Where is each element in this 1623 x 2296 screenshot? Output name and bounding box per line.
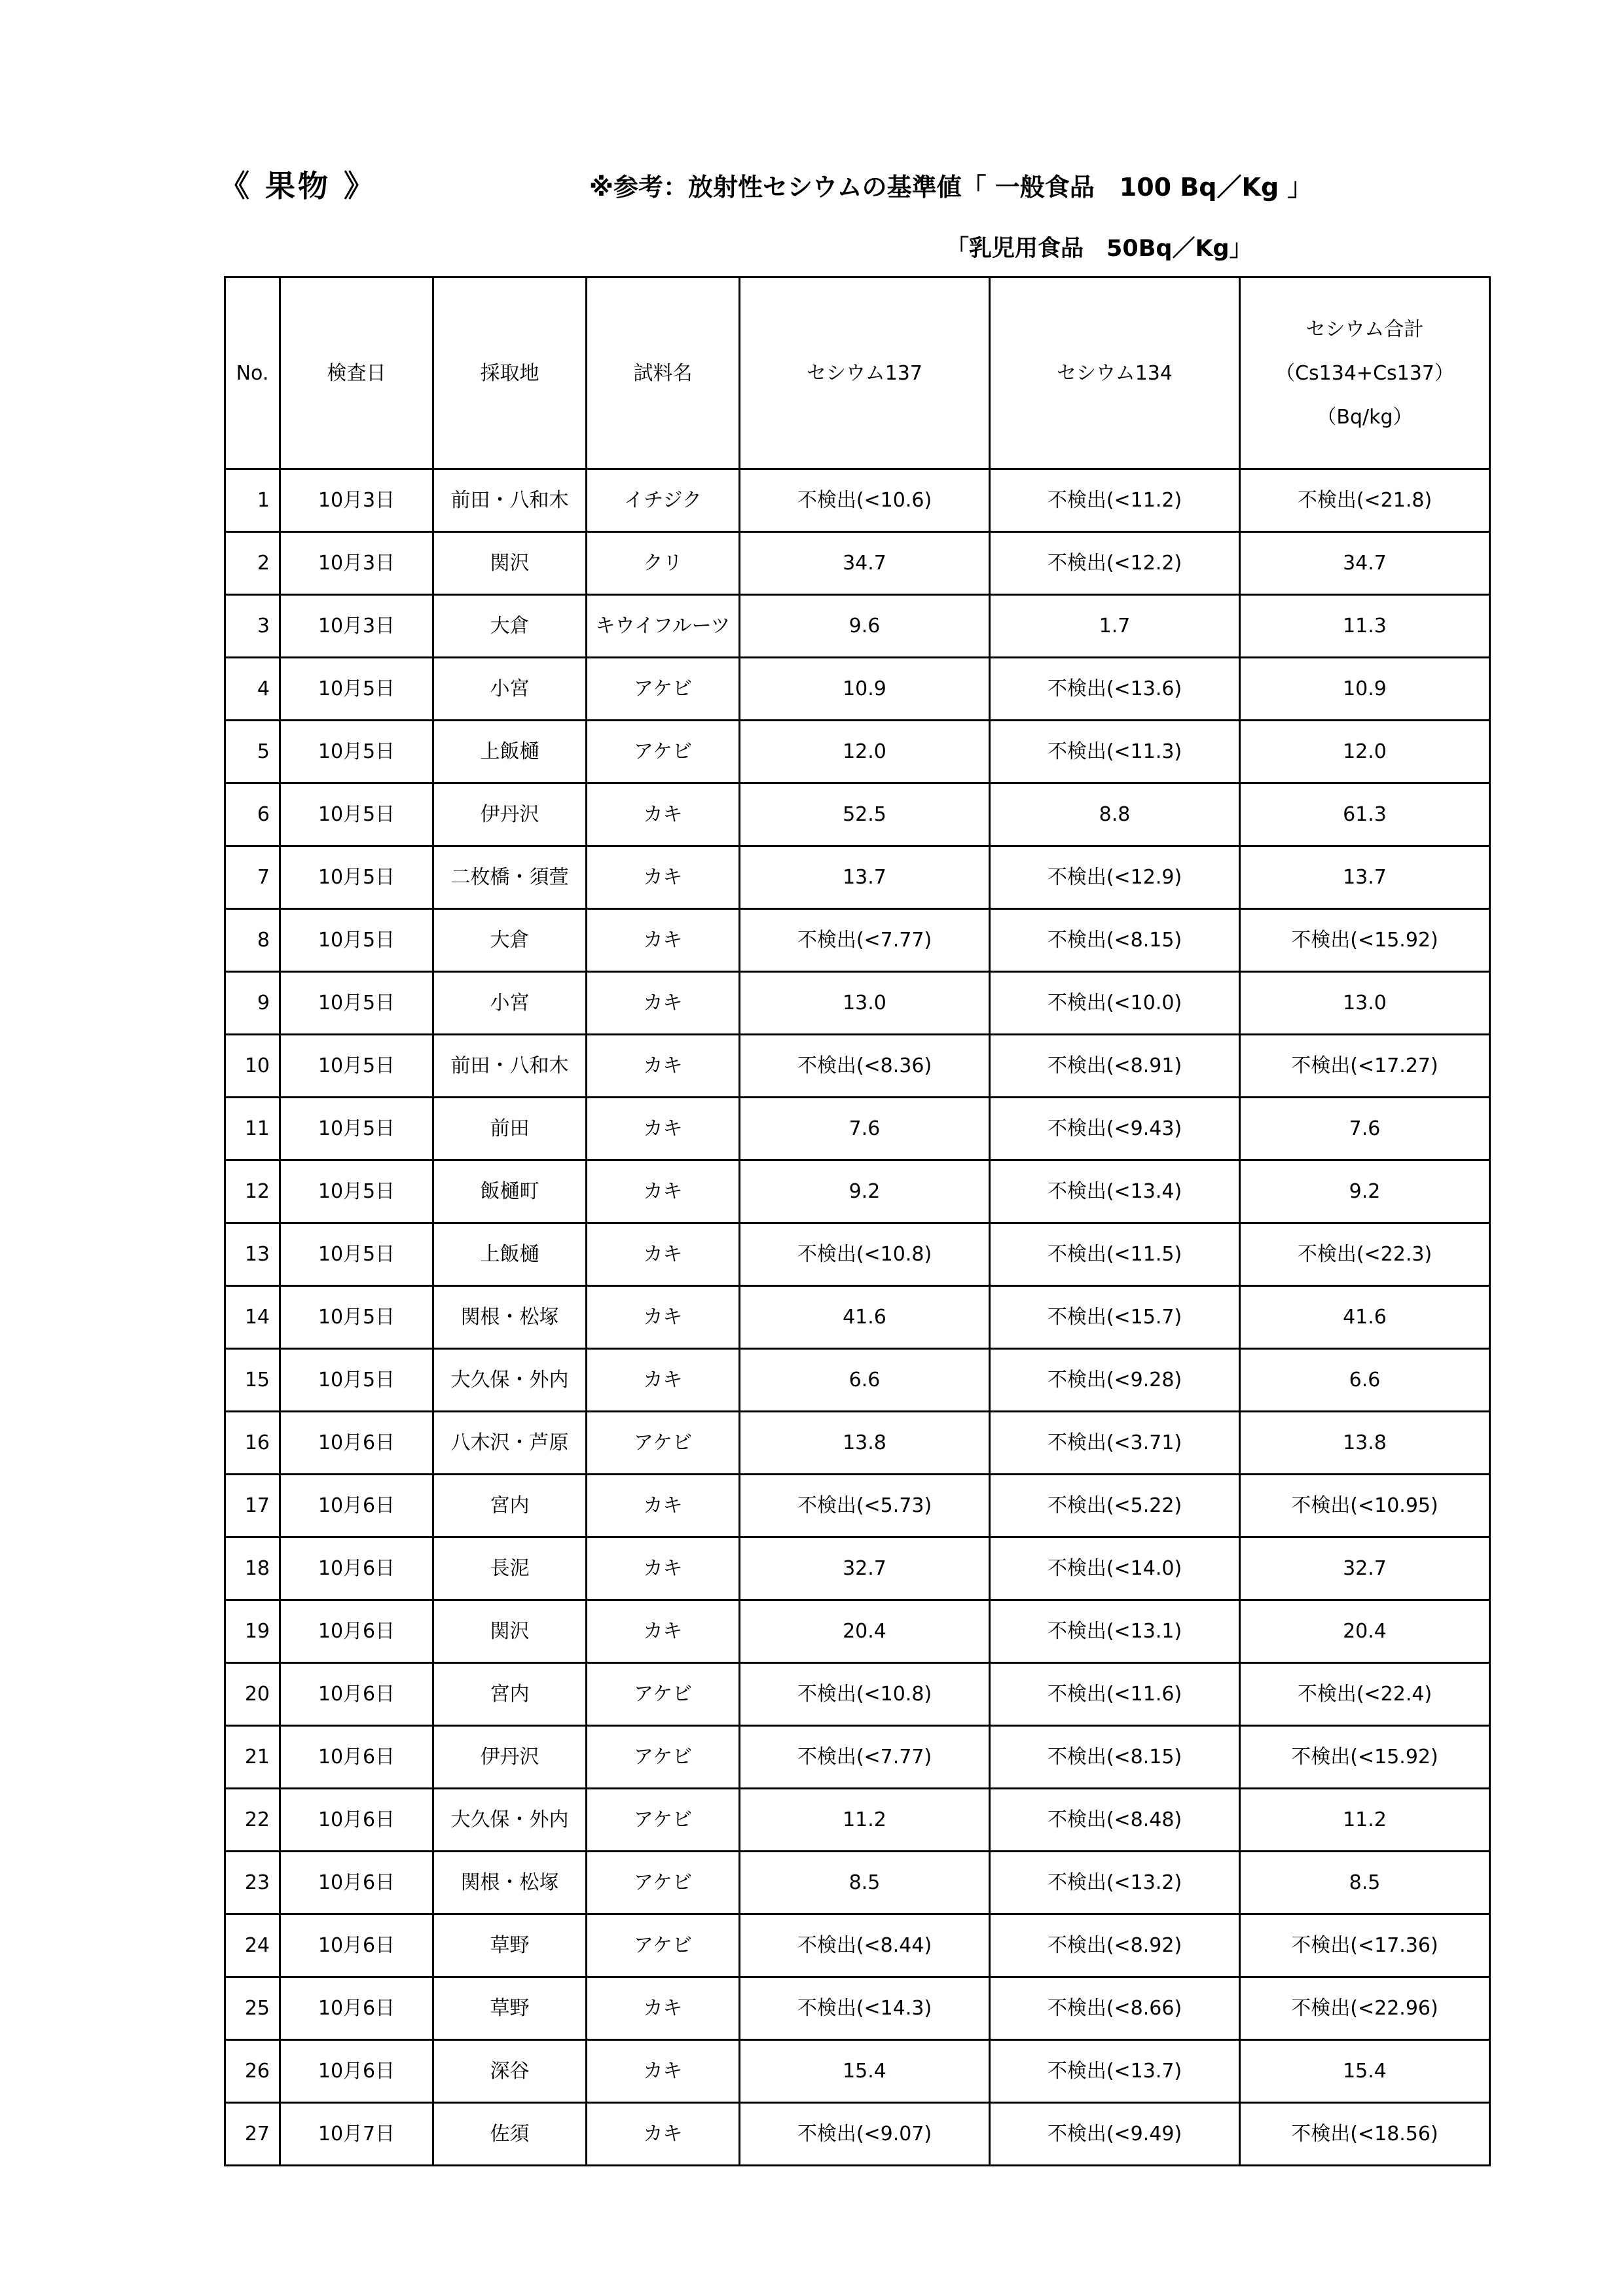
- cell-no: 2: [225, 532, 280, 595]
- header-no: No.: [225, 278, 280, 469]
- cell-place: 前田・八和木: [433, 1035, 587, 1098]
- cell-cs137: 41.6: [740, 1286, 990, 1349]
- cell-place: 草野: [433, 1914, 587, 1977]
- table-row: [225, 972, 1490, 1035]
- cell-no: 17: [225, 1475, 280, 1537]
- cell-cs134: 不検出(<8.66): [990, 1977, 1240, 2040]
- cell-sample: アケビ: [587, 1914, 740, 1977]
- cell-cs137: 34.7: [740, 532, 990, 595]
- cell-place: 伊丹沢: [433, 783, 587, 846]
- cell-cs134: 不検出(<3.71): [990, 1412, 1240, 1475]
- cell-sample: カキ: [587, 1977, 740, 2040]
- cell-date: 10月5日: [280, 658, 433, 721]
- cell-date: 10月5日: [280, 783, 433, 846]
- cell-no: 12: [225, 1160, 280, 1223]
- cell-total: 不検出(<17.36): [1240, 1914, 1490, 1977]
- cell-no: 22: [225, 1789, 280, 1852]
- header-cs137: セシウム137: [740, 278, 990, 469]
- cell-sample: クリ: [587, 532, 740, 595]
- cell-no: 16: [225, 1412, 280, 1475]
- cell-place: 飯樋町: [433, 1160, 587, 1223]
- cell-no: 14: [225, 1286, 280, 1349]
- cell-total: 不検出(<15.92): [1240, 909, 1490, 972]
- cell-no: 4: [225, 658, 280, 721]
- cell-no: 20: [225, 1663, 280, 1726]
- cell-cs134: 不検出(<11.2): [990, 469, 1240, 532]
- cell-sample: カキ: [587, 1035, 740, 1098]
- cell-total: 34.7: [1240, 532, 1490, 595]
- cell-no: 3: [225, 595, 280, 658]
- header-cs134: セシウム134: [990, 278, 1240, 469]
- cell-date: 10月5日: [280, 1160, 433, 1223]
- cell-cs134: 不検出(<11.6): [990, 1663, 1240, 1726]
- cell-sample: アケビ: [587, 1852, 740, 1914]
- cell-no: 11: [225, 1098, 280, 1160]
- page-title: 《 果物 》: [219, 168, 377, 204]
- cell-place: 関沢: [433, 1600, 587, 1663]
- table-row: [225, 1852, 1490, 1914]
- cell-cs137: 20.4: [740, 1600, 990, 1663]
- cell-sample: アケビ: [587, 1789, 740, 1852]
- table-row: [225, 1223, 1490, 1286]
- cell-sample: アケビ: [587, 1412, 740, 1475]
- cell-cs137: 不検出(<10.6): [740, 469, 990, 532]
- cell-sample: アケビ: [587, 721, 740, 783]
- cell-cs137: 不検出(<10.8): [740, 1223, 990, 1286]
- cell-sample: アケビ: [587, 658, 740, 721]
- table-row: [225, 658, 1490, 721]
- cell-cs134: 不検出(<13.1): [990, 1600, 1240, 1663]
- cell-sample: イチジク: [587, 469, 740, 532]
- cell-total: 32.7: [1240, 1537, 1490, 1600]
- cell-sample: カキ: [587, 1223, 740, 1286]
- cell-no: 27: [225, 2103, 280, 2166]
- cell-cs134: 不検出(<13.6): [990, 658, 1240, 721]
- table-row: [225, 1286, 1490, 1349]
- cell-cs134: 不検出(<8.15): [990, 909, 1240, 972]
- header-date: 検査日: [280, 278, 433, 469]
- cell-date: 10月5日: [280, 1035, 433, 1098]
- table-row: [225, 909, 1490, 972]
- cell-total: 11.3: [1240, 595, 1490, 658]
- cell-cs137: 8.5: [740, 1852, 990, 1914]
- cell-no: 24: [225, 1914, 280, 1977]
- cell-no: 9: [225, 972, 280, 1035]
- cell-place: 大倉: [433, 909, 587, 972]
- table-body: [225, 469, 1490, 2166]
- cell-total: 不検出(<22.4): [1240, 1663, 1490, 1726]
- cell-place: 前田: [433, 1098, 587, 1160]
- cell-cs134: 不検出(<10.0): [990, 972, 1240, 1035]
- cell-place: 小宮: [433, 972, 587, 1035]
- cell-date: 10月5日: [280, 846, 433, 909]
- cell-cs134: 不検出(<13.4): [990, 1160, 1240, 1223]
- cell-place: 二枚橋・須萱: [433, 846, 587, 909]
- table-row: [225, 1977, 1490, 2040]
- cell-sample: カキ: [587, 783, 740, 846]
- cell-place: 宮内: [433, 1663, 587, 1726]
- cell-date: 10月6日: [280, 1600, 433, 1663]
- table-row: [225, 1914, 1490, 1977]
- cell-sample: カキ: [587, 2040, 740, 2103]
- header-place: 採取地: [433, 278, 587, 469]
- cell-sample: カキ: [587, 909, 740, 972]
- cell-total: 9.2: [1240, 1160, 1490, 1223]
- cell-date: 10月6日: [280, 1412, 433, 1475]
- cell-cs137: 13.7: [740, 846, 990, 909]
- cell-total: 13.0: [1240, 972, 1490, 1035]
- cell-date: 10月6日: [280, 1914, 433, 1977]
- cell-date: 10月5日: [280, 1286, 433, 1349]
- cell-cs137: 不検出(<14.3): [740, 1977, 990, 2040]
- cell-date: 10月6日: [280, 1663, 433, 1726]
- cell-cs134: 不検出(<8.91): [990, 1035, 1240, 1098]
- cell-cs134: 不検出(<9.49): [990, 2103, 1240, 2166]
- cell-total: 不検出(<10.95): [1240, 1475, 1490, 1537]
- cell-total: 不検出(<21.8): [1240, 469, 1490, 532]
- cell-place: 草野: [433, 1977, 587, 2040]
- cell-place: 大久保・外内: [433, 1349, 587, 1412]
- cell-cs137: 12.0: [740, 721, 990, 783]
- cell-place: 深谷: [433, 2040, 587, 2103]
- table-row: [225, 846, 1490, 909]
- cell-date: 10月6日: [280, 1537, 433, 1600]
- table-row: [225, 1160, 1490, 1223]
- table-row: [225, 469, 1490, 532]
- cell-sample: カキ: [587, 1098, 740, 1160]
- table-row: [225, 2040, 1490, 2103]
- cell-place: 関沢: [433, 532, 587, 595]
- cell-total: 10.9: [1240, 658, 1490, 721]
- cell-cs137: 不検出(<8.44): [740, 1914, 990, 1977]
- table-row: [225, 595, 1490, 658]
- cell-date: 10月5日: [280, 1349, 433, 1412]
- cell-cs137: 不検出(<8.36): [740, 1035, 990, 1098]
- cell-place: 大久保・外内: [433, 1789, 587, 1852]
- cell-sample: カキ: [587, 1349, 740, 1412]
- cell-no: 26: [225, 2040, 280, 2103]
- cell-place: 関根・松塚: [433, 1286, 587, 1349]
- cell-total: 不検出(<15.92): [1240, 1726, 1490, 1789]
- cell-no: 21: [225, 1726, 280, 1789]
- cell-total: 不検出(<22.96): [1240, 1977, 1490, 2040]
- table-row: [225, 532, 1490, 595]
- cell-no: 23: [225, 1852, 280, 1914]
- cell-cs134: 不検出(<13.2): [990, 1852, 1240, 1914]
- cell-date: 10月7日: [280, 2103, 433, 2166]
- cell-date: 10月3日: [280, 532, 433, 595]
- cell-place: 小宮: [433, 658, 587, 721]
- cell-no: 13: [225, 1223, 280, 1286]
- cell-place: 佐須: [433, 2103, 587, 2166]
- cell-date: 10月5日: [280, 721, 433, 783]
- cell-cs134: 不検出(<15.7): [990, 1286, 1240, 1349]
- cell-total: 7.6: [1240, 1098, 1490, 1160]
- cell-no: 8: [225, 909, 280, 972]
- cell-cs134: 不検出(<8.92): [990, 1914, 1240, 1977]
- cell-date: 10月6日: [280, 1852, 433, 1914]
- cell-total: 13.8: [1240, 1412, 1490, 1475]
- header-total-line2: （Cs134+Cs137）: [1275, 361, 1454, 385]
- cell-total: 12.0: [1240, 721, 1490, 783]
- cell-cs137: 6.6: [740, 1349, 990, 1412]
- cell-sample: カキ: [587, 972, 740, 1035]
- cell-place: 宮内: [433, 1475, 587, 1537]
- table-row: [225, 1600, 1490, 1663]
- reference-note-infant: 「乳児用食品 50Bq／Kg」: [946, 236, 1252, 262]
- cell-place: 大倉: [433, 595, 587, 658]
- cell-no: 5: [225, 721, 280, 783]
- cell-no: 1: [225, 469, 280, 532]
- cell-place: 前田・八和木: [433, 469, 587, 532]
- table-row: [225, 783, 1490, 846]
- cell-total: 11.2: [1240, 1789, 1490, 1852]
- cell-cs137: 不検出(<7.77): [740, 909, 990, 972]
- cell-cs137: 32.7: [740, 1537, 990, 1600]
- table-row: [225, 1349, 1490, 1412]
- table-row: [225, 1537, 1490, 1600]
- cell-cs137: 不検出(<7.77): [740, 1726, 990, 1789]
- header-total-line3: （Bq/kg）: [1317, 405, 1413, 429]
- table-row: [225, 1475, 1490, 1537]
- cell-date: 10月3日: [280, 469, 433, 532]
- header-total: [1240, 278, 1490, 469]
- reference-note-general: ※参考：放射性セシウムの基準値「 一般食品 100 Bq／Kg 」: [589, 173, 1313, 202]
- cell-cs137: 9.2: [740, 1160, 990, 1223]
- cell-place: 伊丹沢: [433, 1726, 587, 1789]
- cell-no: 18: [225, 1537, 280, 1600]
- cell-cs137: 52.5: [740, 783, 990, 846]
- cell-cs134: 不検出(<5.22): [990, 1475, 1240, 1537]
- cell-total: 不検出(<17.27): [1240, 1035, 1490, 1098]
- cell-sample: カキ: [587, 2103, 740, 2166]
- cell-sample: カキ: [587, 1160, 740, 1223]
- cell-cs134: 不検出(<12.9): [990, 846, 1240, 909]
- cell-cs137: 15.4: [740, 2040, 990, 2103]
- cell-sample: カキ: [587, 1475, 740, 1537]
- cell-cs134: 不検出(<9.43): [990, 1098, 1240, 1160]
- cell-date: 10月5日: [280, 909, 433, 972]
- table-row: [225, 1098, 1490, 1160]
- cell-date: 10月6日: [280, 1475, 433, 1537]
- table-row: [225, 721, 1490, 783]
- cell-no: 10: [225, 1035, 280, 1098]
- cell-date: 10月5日: [280, 1098, 433, 1160]
- cell-sample: キウイフルーツ: [587, 595, 740, 658]
- cell-total: 6.6: [1240, 1349, 1490, 1412]
- cell-date: 10月6日: [280, 1726, 433, 1789]
- cell-sample: カキ: [587, 1537, 740, 1600]
- cell-sample: カキ: [587, 1600, 740, 1663]
- cell-cs134: 1.7: [990, 595, 1240, 658]
- cell-cs134: 不検出(<8.15): [990, 1726, 1240, 1789]
- cell-cs137: 7.6: [740, 1098, 990, 1160]
- table-row: [225, 1663, 1490, 1726]
- cell-sample: カキ: [587, 1286, 740, 1349]
- cell-total: 41.6: [1240, 1286, 1490, 1349]
- cell-cs134: 不検出(<13.7): [990, 2040, 1240, 2103]
- cell-total: 61.3: [1240, 783, 1490, 846]
- cell-total: 不検出(<22.3): [1240, 1223, 1490, 1286]
- cell-date: 10月6日: [280, 1977, 433, 2040]
- header-total-line1: セシウム合計: [1305, 317, 1424, 341]
- cell-date: 10月5日: [280, 972, 433, 1035]
- cell-cs134: 不検出(<14.0): [990, 1537, 1240, 1600]
- cell-sample: カキ: [587, 846, 740, 909]
- cell-total: 13.7: [1240, 846, 1490, 909]
- cell-cs137: 13.8: [740, 1412, 990, 1475]
- cell-no: 19: [225, 1600, 280, 1663]
- cell-cs134: 8.8: [990, 783, 1240, 846]
- cell-cs137: 10.9: [740, 658, 990, 721]
- cell-date: 10月5日: [280, 1223, 433, 1286]
- cell-cs137: 11.2: [740, 1789, 990, 1852]
- results-table: [224, 276, 1491, 2166]
- cell-place: 上飯樋: [433, 1223, 587, 1286]
- cell-cs137: 13.0: [740, 972, 990, 1035]
- cell-cs137: 不検出(<10.8): [740, 1663, 990, 1726]
- cell-no: 6: [225, 783, 280, 846]
- cell-total: 不検出(<18.56): [1240, 2103, 1490, 2166]
- cell-cs134: 不検出(<12.2): [990, 532, 1240, 595]
- header-sample: 試料名: [587, 278, 740, 469]
- cell-cs137: 不検出(<5.73): [740, 1475, 990, 1537]
- cell-sample: アケビ: [587, 1663, 740, 1726]
- cell-date: 10月6日: [280, 1789, 433, 1852]
- cell-cs137: 9.6: [740, 595, 990, 658]
- cell-cs134: 不検出(<9.28): [990, 1349, 1240, 1412]
- cell-cs134: 不検出(<11.3): [990, 721, 1240, 783]
- table-row: [225, 1789, 1490, 1852]
- cell-sample: アケビ: [587, 1726, 740, 1789]
- cell-date: 10月6日: [280, 2040, 433, 2103]
- cell-place: 長泥: [433, 1537, 587, 1600]
- cell-cs137: 不検出(<9.07): [740, 2103, 990, 2166]
- table-header-row: [225, 278, 1490, 469]
- table-row: [225, 1412, 1490, 1475]
- table-row: [225, 1035, 1490, 1098]
- cell-no: 15: [225, 1349, 280, 1412]
- cell-no: 25: [225, 1977, 280, 2040]
- table-row: [225, 2103, 1490, 2166]
- cell-total: 15.4: [1240, 2040, 1490, 2103]
- cell-place: 八木沢・芦原: [433, 1412, 587, 1475]
- cell-date: 10月3日: [280, 595, 433, 658]
- cell-place: 上飯樋: [433, 721, 587, 783]
- cell-cs134: 不検出(<11.5): [990, 1223, 1240, 1286]
- cell-total: 20.4: [1240, 1600, 1490, 1663]
- cell-cs134: 不検出(<8.48): [990, 1789, 1240, 1852]
- table-row: [225, 1726, 1490, 1789]
- cell-place: 関根・松塚: [433, 1852, 587, 1914]
- cell-total: 8.5: [1240, 1852, 1490, 1914]
- cell-no: 7: [225, 846, 280, 909]
